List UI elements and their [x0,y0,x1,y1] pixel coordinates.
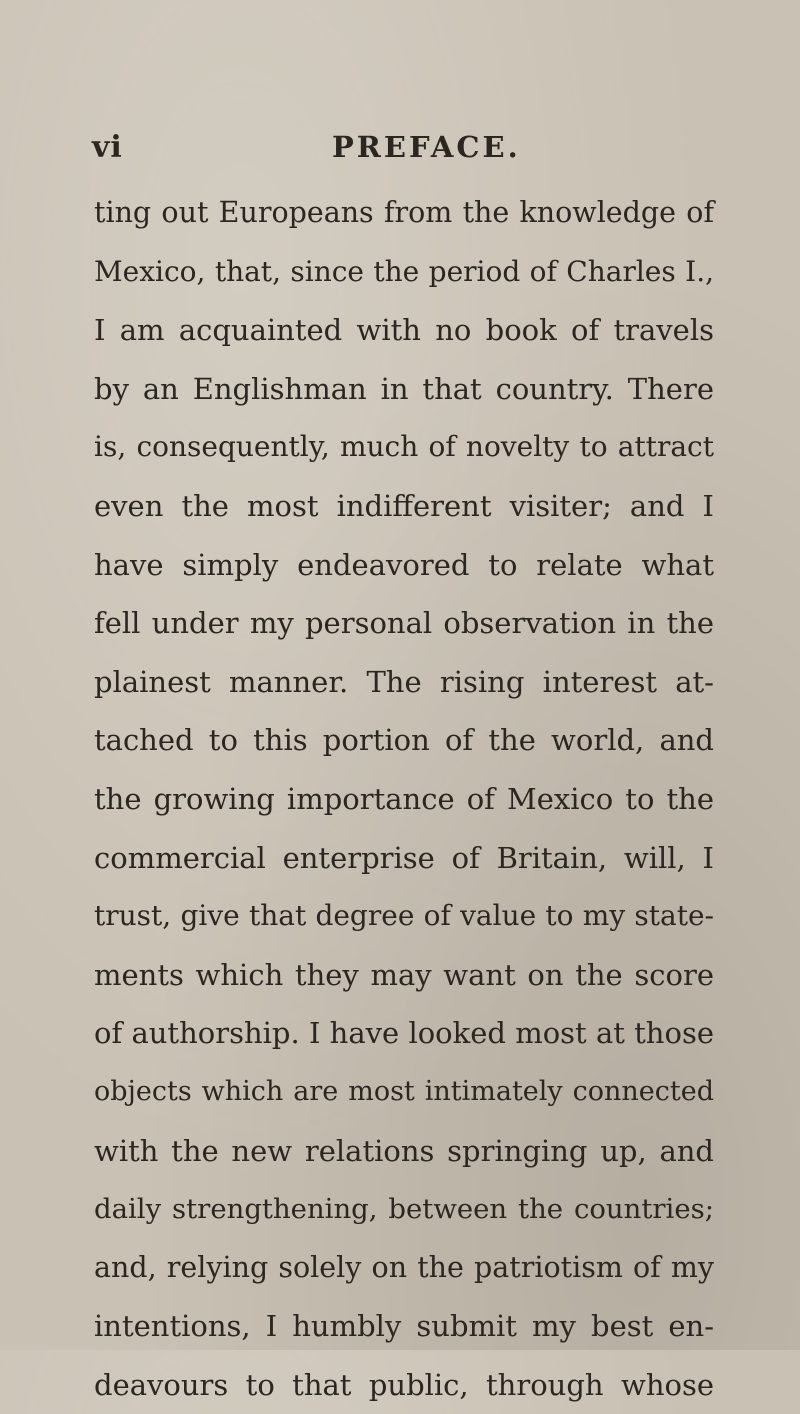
text-line: plainest manner. The rising interest at- [94,664,714,699]
text-line: have simply endeavored to relate what [94,547,714,582]
page-number: vi [92,130,123,165]
running-head [92,130,722,170]
text-line: ments which they may want on the score [94,957,714,992]
text-line: daily strengthening, between the countries; [94,1193,714,1226]
text-line: intentions, I humbly submit my best en- [94,1309,714,1344]
running-title: PREFACE. [332,130,521,164]
text-line: I am acquainted with no book of travels [94,313,714,348]
text-line: the growing importance of Mexico to the [94,781,714,816]
text-line: of authorship. I have looked most at those [94,1016,714,1051]
text-line: tached to this portion of the world, and [94,723,714,758]
text-line: with the new relations springing up, and [94,1133,714,1168]
text-line: even the most indifferent visiter; and I [94,488,714,523]
body-text [94,184,714,1414]
text-line: Mexico, that, since the period of Charles I., [94,254,714,288]
text-line: trust, give that degree of value to my state- [94,899,714,933]
text-line: ting out Europeans from the knowledge of [94,196,714,229]
text-line: objects which are most intimately connected [94,1075,714,1107]
text-line: and, relying solely on the patriotism of my [94,1250,714,1284]
text-line: fell under my personal observation in the [94,606,714,641]
text-line: deavours to that public, through whose [94,1367,714,1402]
text-line: is, consequently, much of novelty to attract [94,430,714,464]
text-line: by an Englishman in that country. There [94,371,714,406]
text-line: commercial enterprise of Britain, will, I [94,840,714,875]
